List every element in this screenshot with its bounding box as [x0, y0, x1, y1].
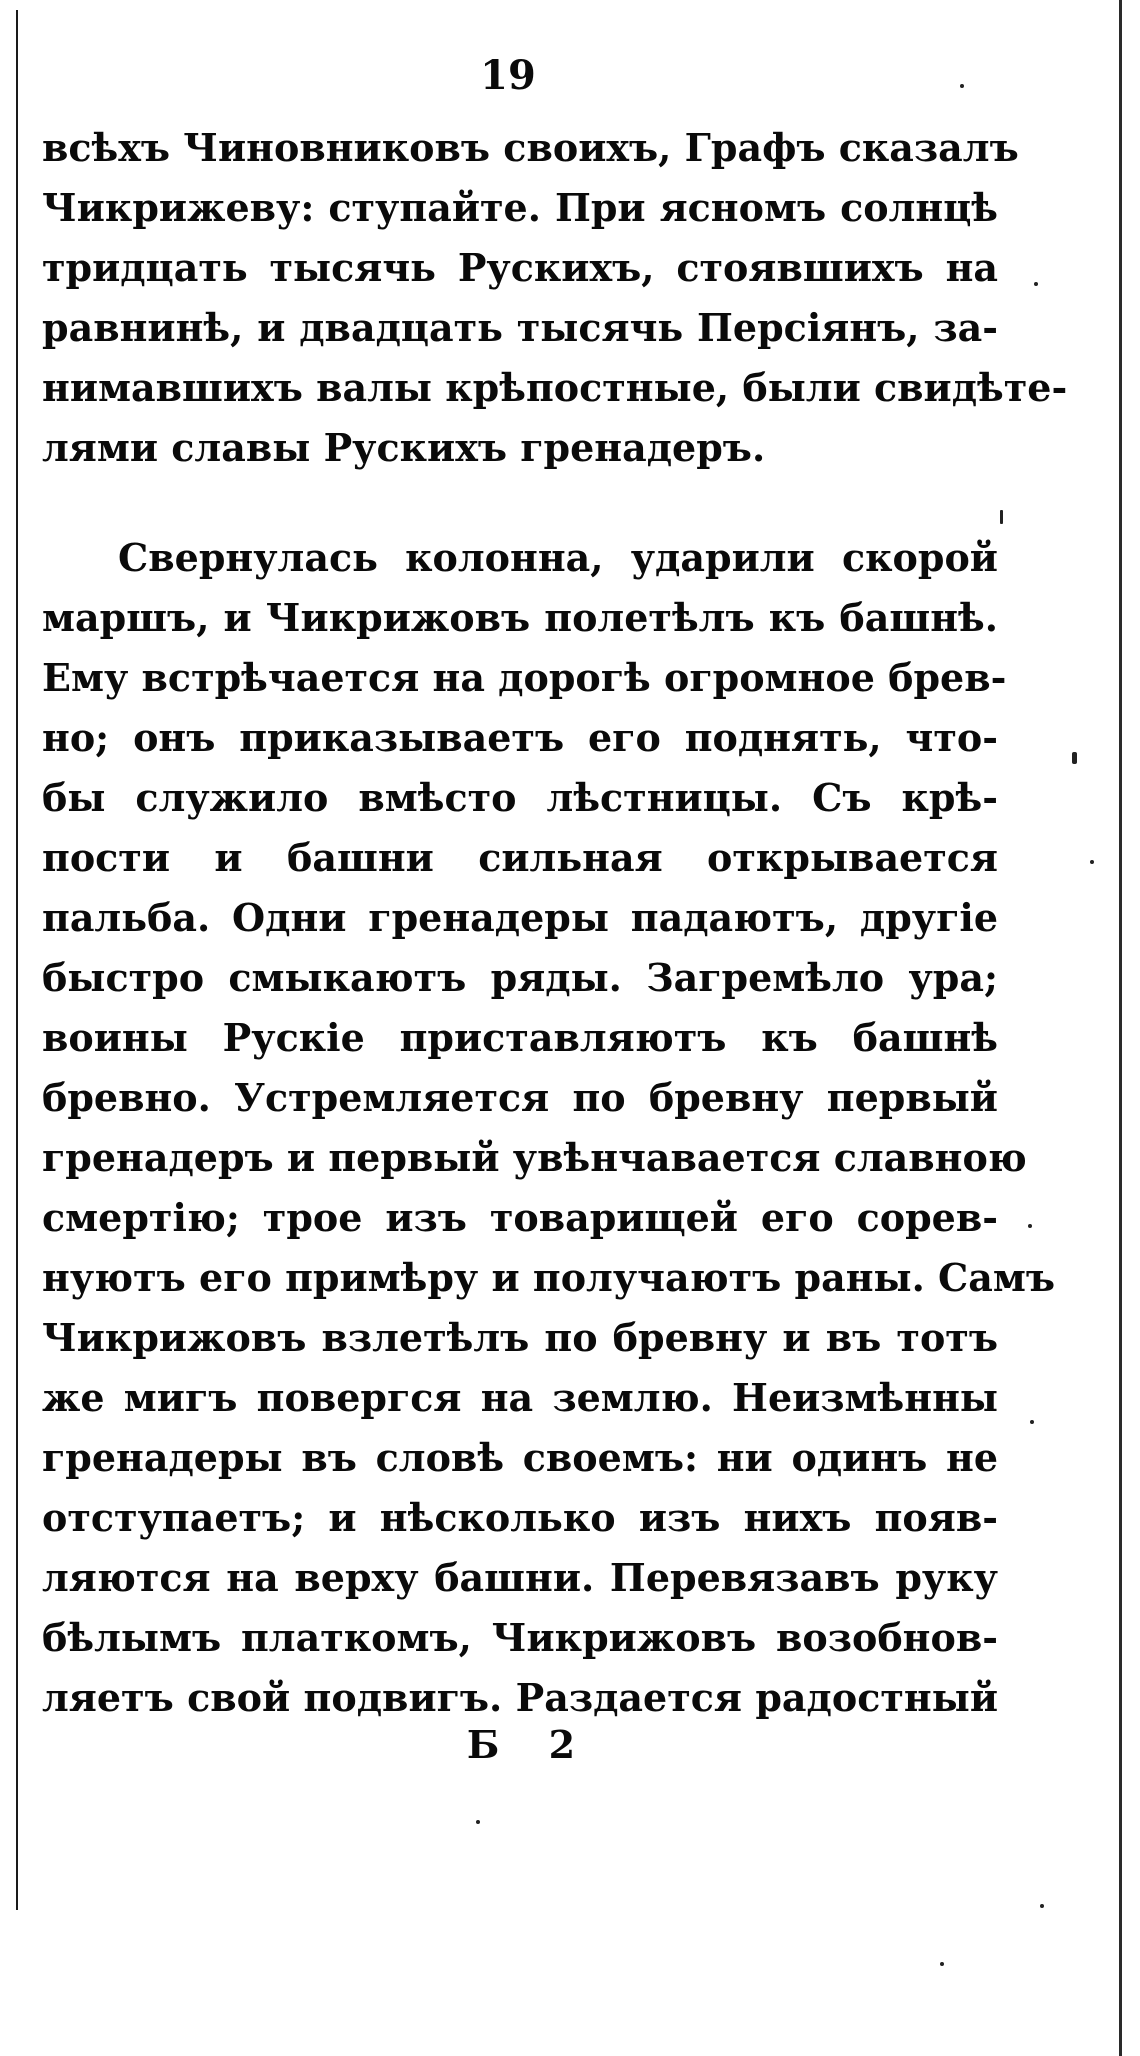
text-line: нуютъ его примѣру и получаютъ раны. Самъ — [42, 1255, 1056, 1300]
paragraph-2 — [42, 528, 1056, 1728]
text-line: бы служило вмѣсто лѣстницы. Съ крѣ- — [42, 775, 998, 820]
text-line: смертію; трое изъ товарищей его сорев- — [42, 1195, 998, 1240]
text-line: гренадеръ и первый увѣнчавается славною — [42, 1135, 1027, 1180]
page-number: 19 — [480, 52, 536, 99]
paragraph-1 — [42, 118, 1068, 478]
text-line: бревно. Устремляется по бревну первый — [42, 1075, 998, 1120]
page-edge-left — [16, 10, 18, 1910]
scan-speck — [1028, 1224, 1032, 1228]
text-line: ляетъ свой подвигъ. Раздается радостный — [42, 1675, 998, 1720]
text-line: лями славы Рускихъ гренадеръ. — [42, 425, 766, 470]
text-line: тридцать тысячь Рускихъ, стоявшихъ на — [42, 245, 998, 290]
text-line: пальба. Одни гренадеры падаютъ, другіе — [42, 895, 998, 940]
scan-speck — [1040, 1904, 1044, 1908]
scan-speck — [1000, 510, 1003, 524]
text-line: быстро смыкаютъ ряды. Загремѣло ура; — [42, 955, 998, 1000]
scan-speck — [476, 1820, 480, 1824]
scan-speck — [940, 1962, 944, 1966]
text-line: всѣхъ Чиновниковъ своихъ, Графъ сказалъ — [42, 125, 1019, 170]
text-line: бѣлымъ платкомъ, Чикрижовъ возобнов- — [42, 1615, 998, 1660]
text-line: нимавшихъ валы крѣпостные, были свидѣте- — [42, 365, 1068, 410]
text-line: равнинѣ, и двадцать тысячь Персіянъ, за- — [42, 305, 998, 350]
scan-speck — [1030, 1420, 1034, 1424]
text-line: маршъ, и Чикрижовъ полетѣлъ къ башнѣ. — [42, 595, 998, 640]
text-line: же мигъ повергся на землю. Неизмѣнны — [42, 1375, 998, 1420]
text-line: Чикрижеву: ступайте. При ясномъ солнцѣ — [42, 185, 998, 230]
text-line: ляются на верху башни. Перевязавъ руку — [42, 1555, 998, 1600]
scan-speck — [960, 84, 964, 88]
text-line: Ему встрѣчается на дорогѣ огромное брев- — [42, 655, 1007, 700]
text-line: гренадеры въ словѣ своемъ: ни одинъ не — [42, 1435, 998, 1480]
text-line: воины Рускіе приставляютъ къ башнѣ — [42, 1015, 998, 1060]
scan-speck — [1090, 860, 1094, 864]
signature-mark: Б 2 — [466, 1722, 594, 1767]
page-edge-right — [1119, 0, 1122, 2056]
scan-speck — [1034, 282, 1038, 286]
text-line: Чикрижовъ взлетѣлъ по бревну и въ тотъ — [42, 1315, 998, 1360]
text-line: пости и башни сильная открывается — [42, 835, 998, 880]
text-line: но; онъ приказываетъ его поднять, что- — [42, 715, 998, 760]
text-line: Свернулась колонна, ударили скорой — [118, 535, 998, 580]
scan-speck — [1072, 752, 1077, 764]
text-line: отступаетъ; и нѣсколько изъ нихъ появ- — [42, 1495, 998, 1540]
